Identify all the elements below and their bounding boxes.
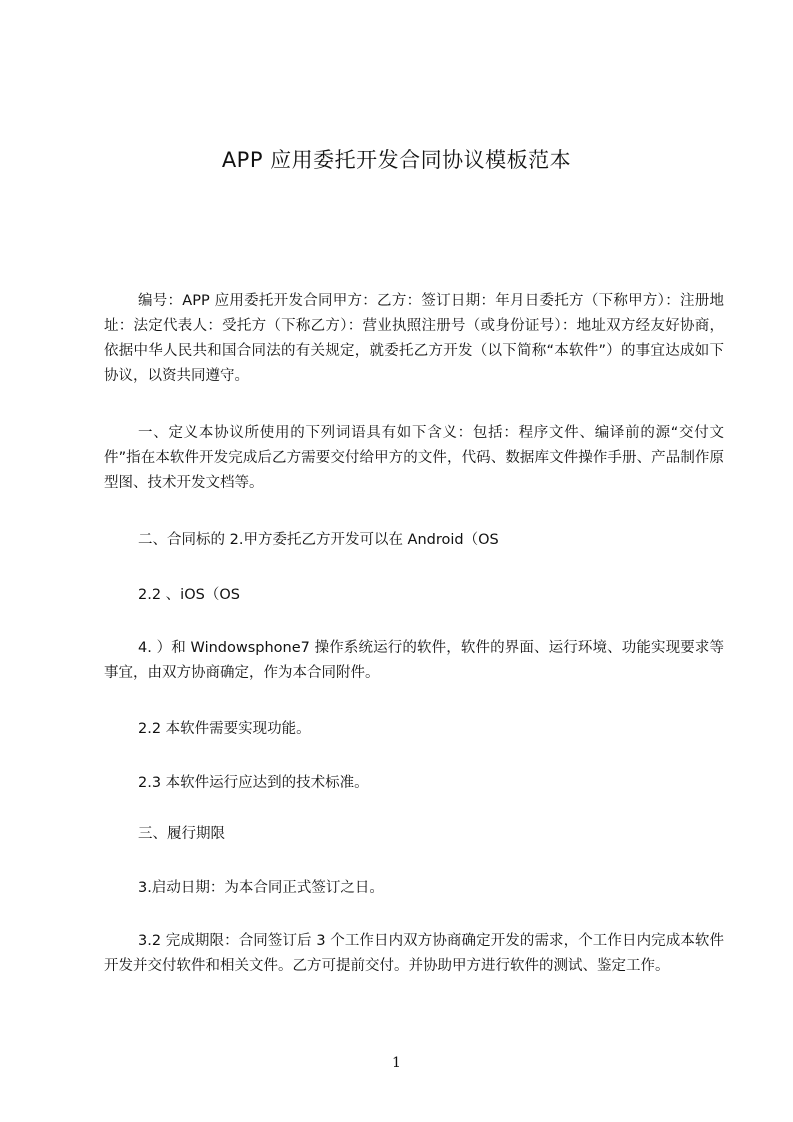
page-number: 1 [392,1055,401,1071]
paragraph-start-date: 3.启动日期：为本合同正式签订之日。 [138,880,384,896]
paragraph-windowsphone: 4. ）和 Windowsphone7 操作系统运行的软件，软件的界面、运行环境、功能实现要求等事宜，由双方协商确定，作为本合同附件。 [104,640,724,681]
paragraph-functions: 2.2 本软件需要实现功能。 [138,721,311,737]
paragraph-standards: 2.3 本软件运行应达到的技术标准。 [138,775,369,791]
paragraph-ios: 2.2 、iOS（OS [138,587,240,603]
paragraph-completion-deadline: 3.2 完成期限：合同签订后 3 个工作日内双方协商确定开发的需求，个工作日内完成本软件开发并交付软件和相关文件。乙方可提前交付。并协助甲方进行软件的测试、鉴定工作。 [104,933,724,974]
paragraph-definitions: 一、定义本协议所使用的下列词语具有如下含义：包括：程序文件、编译前的源“交付文件”指在本软件开发完成后乙方需要交付给甲方的文件，代码、数据库文件操作手册、产品制作原型图、技术开发文档等。 [104,425,724,491]
paragraph-subject: 二、合同标的 2.甲方委托乙方开发可以在 Android（OS [138,532,499,548]
paragraph-term-heading: 三、履行期限 [138,826,225,842]
document-title: APP 应用委托开发合同协议模板范本 [221,148,572,172]
paragraph-preamble: 编号：APP 应用委托开发合同甲方：乙方：签订日期：年月日委托方（下称甲方）：注册地址：法定代表人：受托方（下称乙方）：营业执照注册号（或身份证号）：地址双方经友好协商，依据中华人民共和国合同法的有关规定，就委托乙方开发（以下简称“本软件”）的事宜达成如下协议，以资共同遵守。 [104,293,724,384]
